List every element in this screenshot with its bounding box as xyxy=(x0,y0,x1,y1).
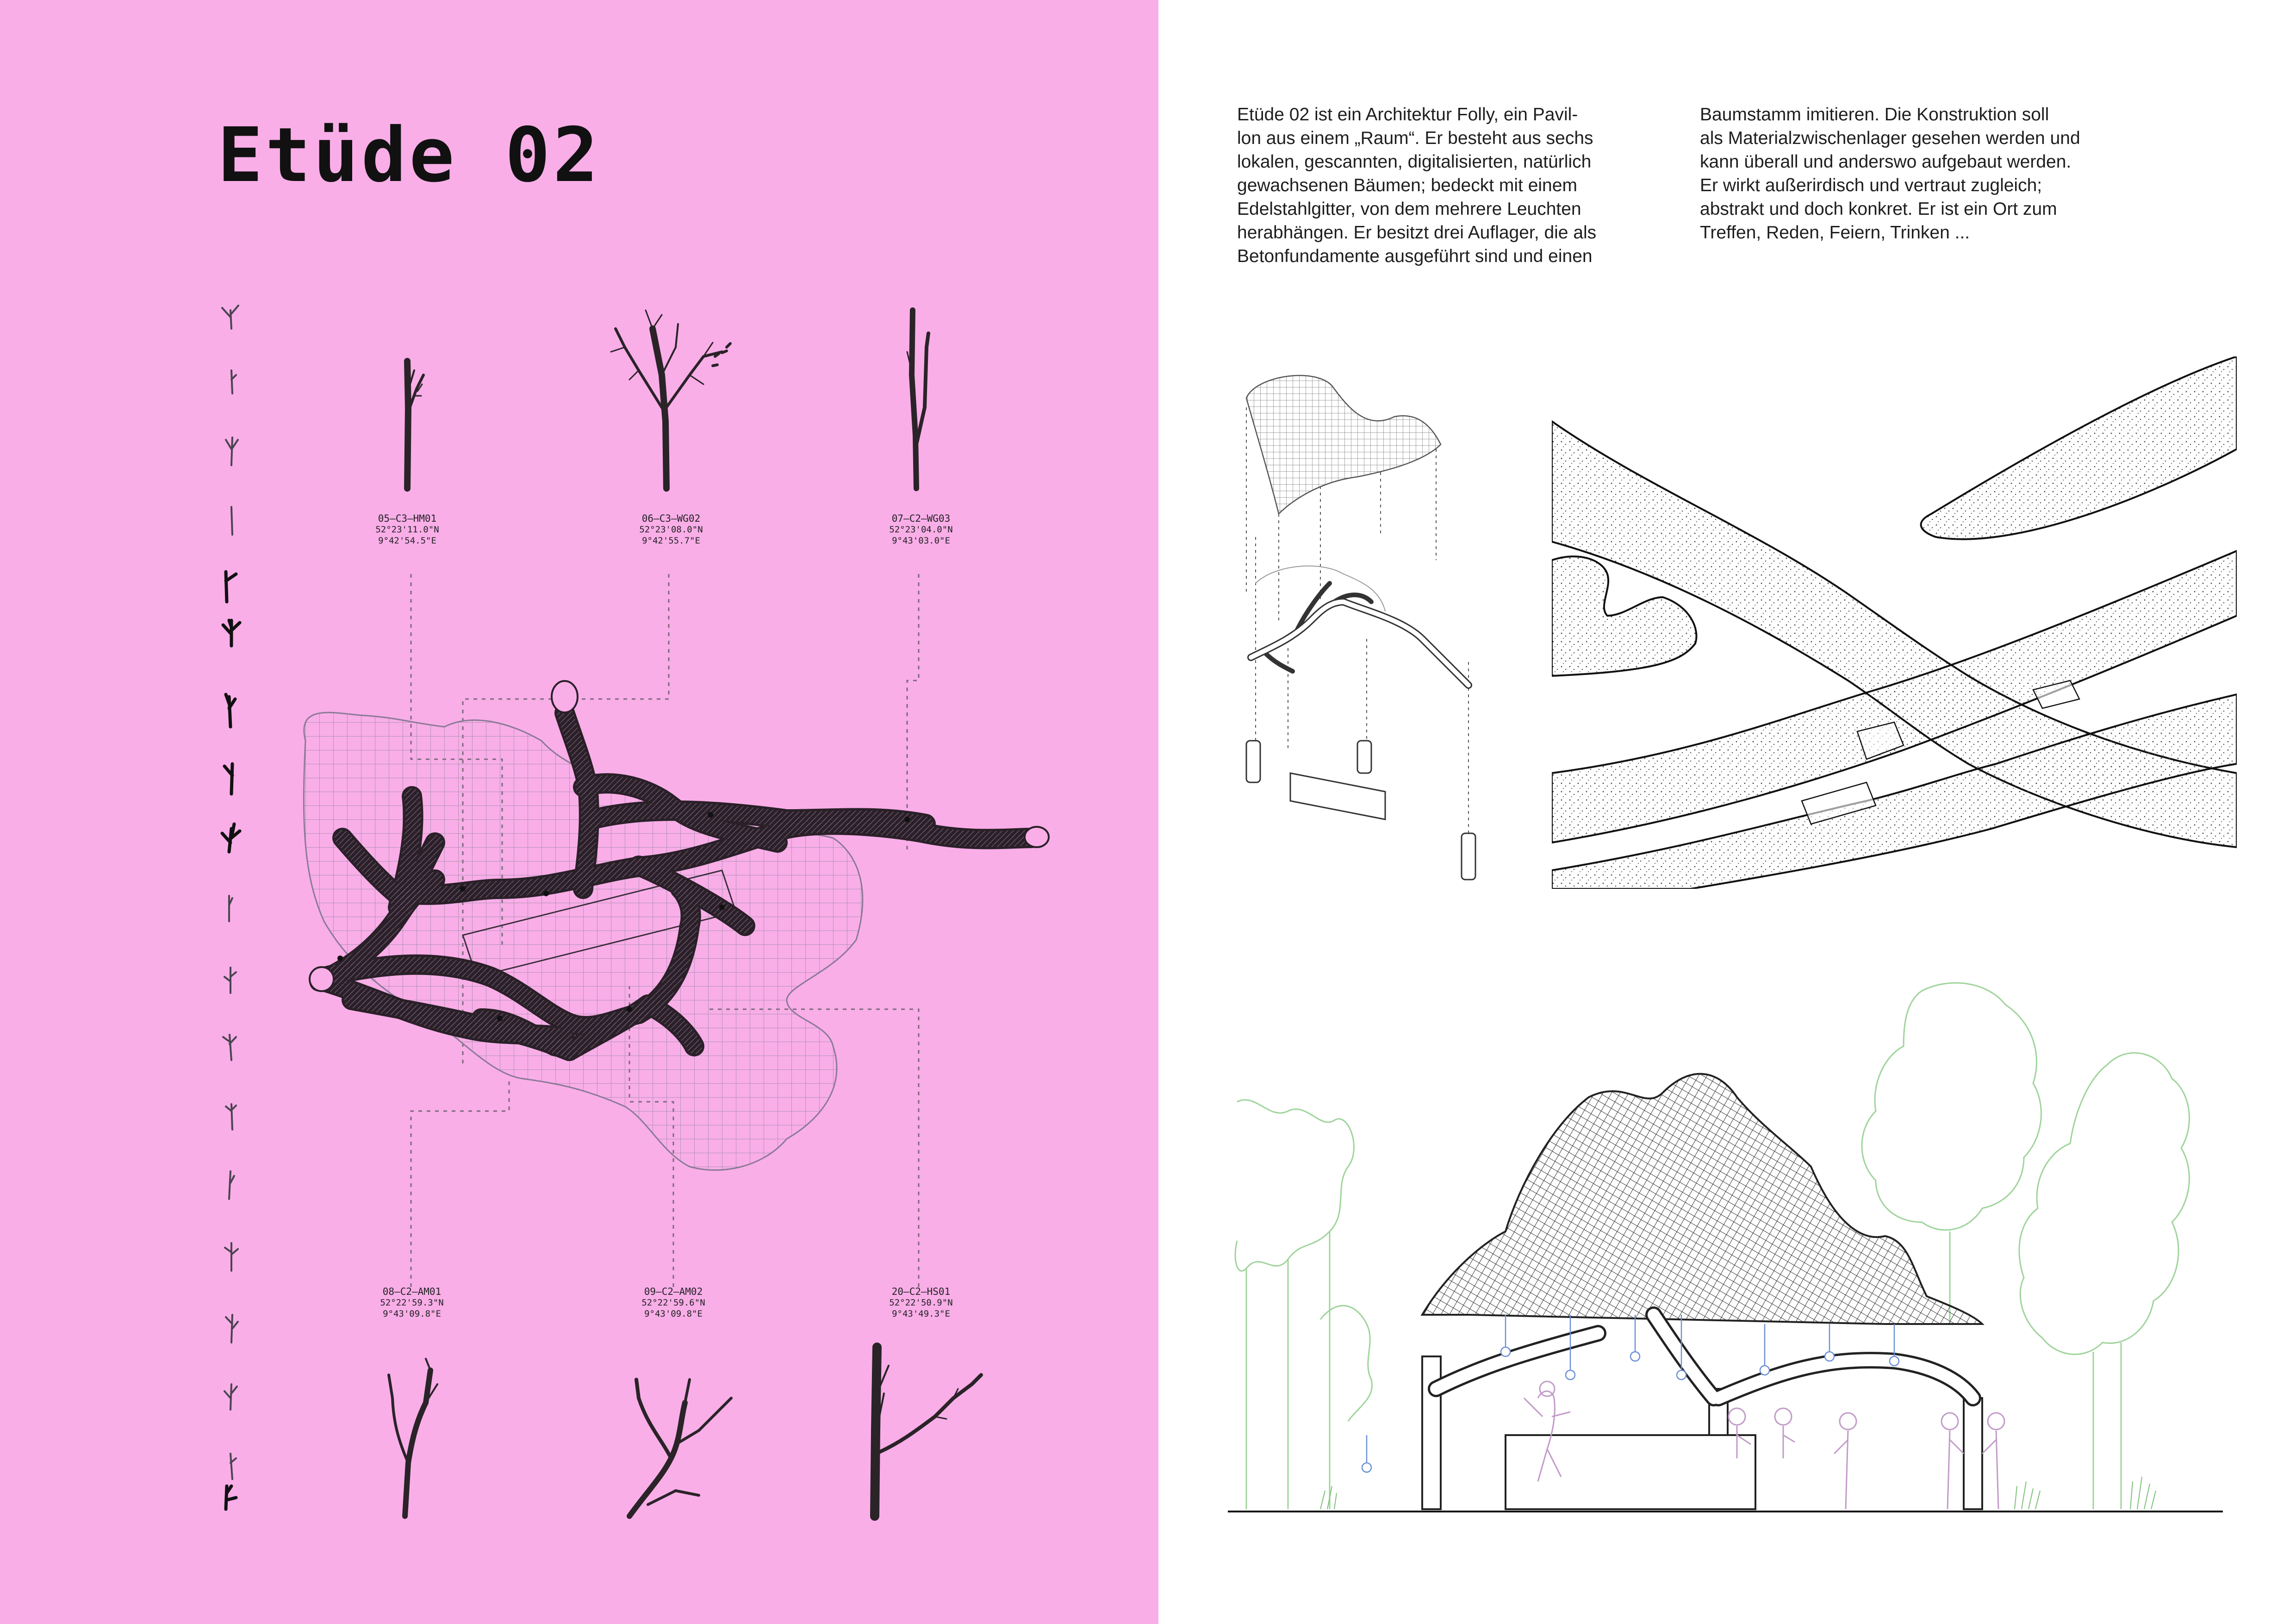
tree-lon: 9°42'54.5"E xyxy=(378,536,436,546)
tree-sketch-icon xyxy=(380,1356,454,1518)
tree-lon: 9°43'03.0"E xyxy=(892,536,950,546)
tree-lon: 9°43'09.8"E xyxy=(644,1309,703,1319)
tree-lat: 52°22'50.9"N xyxy=(889,1298,953,1308)
tree-sketch-icon xyxy=(620,1375,736,1518)
tree-lat: 52°23'08.0"N xyxy=(639,525,703,535)
tree-code: 08–C2–AM01 xyxy=(382,1286,442,1297)
section-elevation xyxy=(1228,972,2223,1528)
detail-drawing xyxy=(1552,356,2237,889)
tree-lat: 52°22'59.6"N xyxy=(641,1298,705,1308)
tree-code: 05–C3–HM01 xyxy=(378,513,437,524)
tree-label-6 xyxy=(847,1286,995,1319)
tree-code: 20–C2–HS01 xyxy=(891,1286,951,1297)
tree-lat: 52°22'59.3"N xyxy=(380,1298,444,1308)
tree-code: 07–C2–WG03 xyxy=(891,513,951,524)
intro-text-column-1: Etüde 02 ist ein Architektur Folly, ein Pavil- lon aus einem „Raum“. Er besteht aus sechs lokalen, gescannten, digitalisierten, natürlich gewachsenen Bäumen; bedeckt mit einem Edelstahlgitter, von dem mehrere Leuchten herabhängen. Er besitzt drei Auflager, die als Betonfundamente ausgeführt sind und einen xyxy=(1237,105,1597,266)
page-title: Etüde 02 xyxy=(218,112,601,199)
tree-lon: 9°43'09.8"E xyxy=(383,1309,441,1319)
tree-lat: 52°23'11.0"N xyxy=(375,525,439,535)
tree-code: 06–C3–WG02 xyxy=(641,513,701,524)
tree-lat: 52°23'04.0"N xyxy=(889,525,953,535)
tree-code: 09–C2–AM02 xyxy=(644,1286,703,1297)
tree-lon: 9°43'49.3"E xyxy=(892,1309,950,1319)
right-panel xyxy=(1158,0,2296,1624)
exploded-axonometric xyxy=(1228,361,1561,898)
tree-label-4 xyxy=(338,1286,486,1319)
tree-lon: 9°42'55.7"E xyxy=(642,536,700,546)
tree-sketch-icon xyxy=(861,1338,986,1518)
intro-text-column-2: Baumstamm imitieren. Die Konstruktion soll als Materialzwischenlager gesehen werden und kann überall und anderswo aufgebaut werden. Er wirkt außerirdisch und vertraut zugleich; abstrakt und doch konkret. Er ist ein Ort zum Treffen, Reden, Feiern, Trinken ... xyxy=(1700,105,2080,243)
tree-label-5 xyxy=(599,1286,747,1319)
